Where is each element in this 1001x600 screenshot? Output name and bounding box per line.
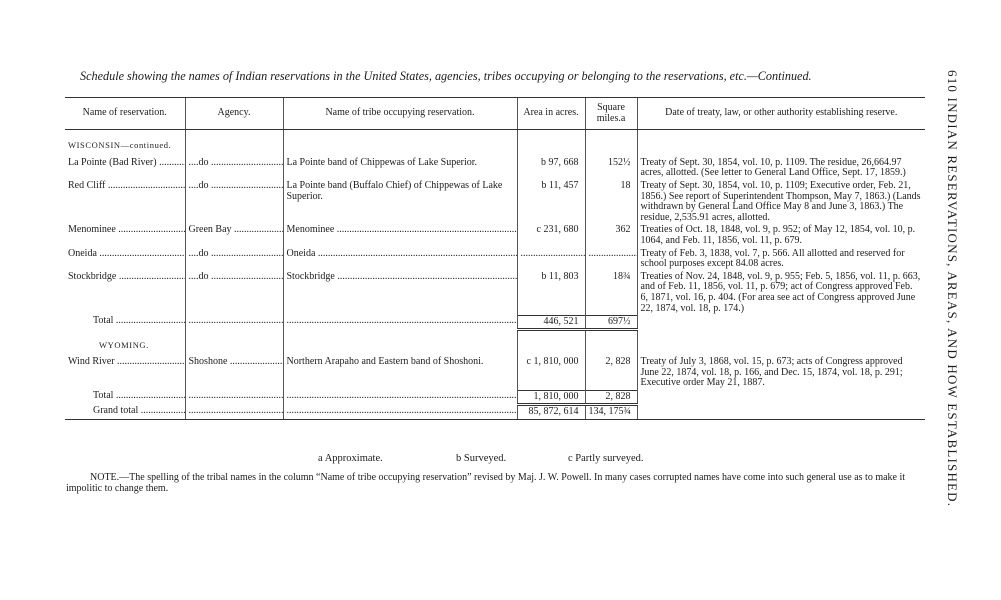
table-row bbox=[65, 248, 925, 271]
reservation-name: Stockbridge ..... bbox=[65, 271, 185, 315]
header-row bbox=[65, 98, 925, 130]
tribe-name: Menominee ..... bbox=[283, 224, 517, 247]
authority-text: Treaty of Sept. 30, 1854, vol. 10, p. 1109. The residue, 26,664.97 acres, allotted. (See letter to General Land Office, Sept. 17, 1859.) bbox=[637, 157, 925, 180]
authority-text: Treaty of Feb. 3, 1838, vol. 7, p. 566. All allotted and reserved for school purposes except 84.08 acres. bbox=[637, 248, 925, 271]
tribe-name: Oneida ..... bbox=[283, 248, 517, 271]
grand-total-area: 85, 872, 614 bbox=[517, 405, 585, 420]
running-page-header: 610 INDIAN RESERVATIONS, AREAS, AND HOW ESTABLISHED. bbox=[945, 70, 960, 508]
total-area: 1, 810, 000 bbox=[517, 390, 585, 405]
col-header-authority: Date of treaty, law, or other authority establishing reserve. bbox=[637, 98, 925, 130]
agency-name: Green Bay ..... bbox=[185, 224, 283, 247]
footnote-surveyed: b Surveyed. bbox=[456, 453, 507, 464]
square-miles: 2, 828 bbox=[585, 356, 637, 390]
total-square-miles: 697½ bbox=[585, 315, 637, 330]
section-row bbox=[65, 330, 925, 357]
col-header-tribe: Name of tribe occupying reservation. bbox=[283, 98, 517, 130]
table-row bbox=[65, 157, 925, 180]
square-miles bbox=[585, 248, 637, 271]
reservation-name: Menominee ..... bbox=[65, 224, 185, 247]
area-acres bbox=[517, 248, 585, 271]
section-heading-wisconsin: WISCONSIN—continued. bbox=[68, 140, 172, 151]
table-row bbox=[65, 180, 925, 224]
col-header-agency: Agency. bbox=[185, 98, 283, 130]
col-header-area: Area in acres. bbox=[517, 98, 585, 130]
tribe-name: La Pointe band (Buffalo Chief) of Chippewas of Lake Superior. bbox=[283, 180, 517, 224]
spelling-note: NOTE.—The spelling of the tribal names in the column “Name of tribe occupying reservation” revised by Maj. J. W. Powell. In many cases corrupted names have come into such general use as to make it impolitic to change them. bbox=[66, 472, 906, 494]
authority-text: Treaties of Nov. 24, 1848, vol. 9, p. 955; Feb. 5, 1856, vol. 11, p. 663, and of Feb. 11, 1856, vol. 11, p. 679; act of Congress approved Feb. 6, 1871, vol. 16, p. 404. (For area see act of Congress approved June 22, 1874, vol. 18, p. 174.) bbox=[637, 271, 925, 315]
square-miles: 18¾ bbox=[585, 271, 637, 315]
grand-total-row bbox=[65, 405, 925, 420]
reservation-name: La Pointe (Bad River) ..... bbox=[65, 157, 185, 180]
section-heading-wyoming: WYOMING. bbox=[99, 339, 149, 350]
table-caption: Schedule showing the names of Indian reservations in the United States, agencies, tribes occupying or belonging to the reservations, etc.—Continued. bbox=[80, 69, 812, 83]
total-square-miles: 2, 828 bbox=[585, 390, 637, 405]
footnote-approximate: a Approximate. bbox=[318, 453, 383, 464]
agency-name: ....do ..... bbox=[185, 157, 283, 180]
area-acres: b 97, 668 bbox=[517, 157, 585, 180]
section-row bbox=[65, 130, 925, 157]
area-acres: b 11, 803 bbox=[517, 271, 585, 315]
total-row bbox=[65, 315, 925, 330]
grand-total-square-miles: 134, 175¾ bbox=[585, 405, 637, 420]
area-acres: c 231, 680 bbox=[517, 224, 585, 247]
table-row bbox=[65, 356, 925, 390]
tribe-name: Stockbridge ..... bbox=[283, 271, 517, 315]
reservation-name: Wind River ..... bbox=[65, 356, 185, 390]
reservation-name: Oneida ..... bbox=[65, 248, 185, 271]
authority-text: Treaty of Sept. 30, 1854, vol. 10, p. 1109; Executive order, Feb. 21, 1856.) See report of Superintendent Thompson, May 7, 1863.) (Lands withdrawn by General Land Office May 8 and June 3, 1863.) The residue, 2,535.91 acres, allotted. bbox=[637, 180, 925, 224]
total-row bbox=[65, 390, 925, 405]
area-acres: b 11, 457 bbox=[517, 180, 585, 224]
square-miles: 18 bbox=[585, 180, 637, 224]
agency-name: ....do ..... bbox=[185, 271, 283, 315]
table-row bbox=[65, 271, 925, 315]
tribe-name: Northern Arapaho and Eastern band of Shoshoni. bbox=[283, 356, 517, 390]
square-miles: 362 bbox=[585, 224, 637, 247]
area-acres: c 1, 810, 000 bbox=[517, 356, 585, 390]
authority-text: Treaties of Oct. 18, 1848, vol. 9, p. 952; of May 12, 1854, vol. 10, p. 1064, and Feb. 11, 1856, vol. 11, p. 679. bbox=[637, 224, 925, 247]
agency-name: ....do ..... bbox=[185, 180, 283, 224]
footnote-partly-surveyed: c Partly surveyed. bbox=[568, 453, 644, 464]
agency-name: ....do ..... bbox=[185, 248, 283, 271]
grand-total-label: Grand total ..... bbox=[65, 405, 185, 420]
col-header-reservation: Name of reservation. bbox=[65, 98, 185, 130]
total-label: Total ..... bbox=[65, 315, 185, 330]
table-row bbox=[65, 224, 925, 247]
tribe-name: La Pointe band of Chippewas of Lake Superior. bbox=[283, 157, 517, 180]
total-label: Total ..... bbox=[65, 390, 185, 405]
authority-text: Treaty of July 3, 1868, vol. 15, p. 673; acts of Congress approved June 22, 1874, vol. 18, p. 166, and Dec. 15, 1874, vol. 18, p. 291; Executive order May 21, 1887. bbox=[637, 356, 925, 390]
col-header-square-miles: Square miles.a bbox=[585, 98, 637, 130]
reservation-schedule-table bbox=[65, 97, 925, 420]
agency-name: Shoshone ..... bbox=[185, 356, 283, 390]
reservation-name: Red Cliff ..... bbox=[65, 180, 185, 224]
square-miles: 152½ bbox=[585, 157, 637, 180]
total-area: 446, 521 bbox=[517, 315, 585, 330]
